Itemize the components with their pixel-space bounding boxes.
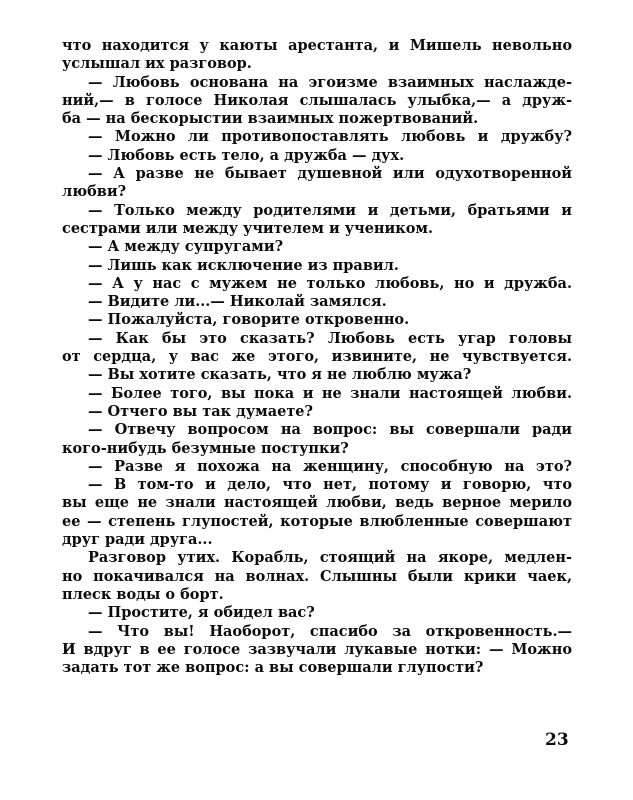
text-line: плеск воды о борт. [62,585,224,603]
text-line: задать тот же вопрос: а вы совершали глупости? [62,659,484,677]
text-line: — Разве я похожа на женщину, способную на это? [88,457,572,475]
text-line: — Более того, вы пока и не знали настоящей любви. [88,384,572,402]
text-line: — Простите, я обидел вас? [88,604,315,622]
text-line: услышал их разговор. [62,55,252,73]
text-line: вы еще не знали настоящей любви, ведь верное мерило [62,494,572,512]
text-line: — Любовь есть тело, а дружба — дух. [88,146,405,164]
text-line: И вдруг в ее голосе зазвучали лукавые нотки: — Можно [62,640,572,658]
text-line: ее — степень глупостей, которые влюбленные совершают [62,512,572,530]
text-line: — Как бы это сказать? Любовь есть угар головы [88,329,572,347]
text-line: от сердца, у вас же этого, извините, не чувствуется. [62,348,572,366]
text-line: но покачивался на волнах. Слышны были крики чаек, [62,567,572,585]
text-line: ний,— в голосе Николая слышалась улыбка,— а друж- [62,91,572,109]
text-line: — Любовь основана на эгоизме взаимных наслажде- [88,73,572,91]
text-line: любви? [62,183,127,201]
text-line: — В том-то и дело, что нет, потому и говорю, что [88,476,572,494]
text-line: Разговор утих. Корабль, стоящий на якоре, медлен- [88,549,572,567]
text-line: что находится у каюты арестанта, и Мишель невольно [62,37,572,54]
text-line: — А разве не бывает душевной или одухотворенной [88,165,572,183]
text-line: — Что вы! Наоборот, спасибо за откровенность.— [88,622,572,640]
text-line: — Только между родителями и детьми, братьями и [88,201,572,219]
text-line: сестрами или между учителем и учеником. [62,219,434,237]
text-line: — Пожалуйста, говорите откровенно. [88,311,410,329]
text-line: кого-нибудь безумные поступки? [62,439,349,457]
text-line: — Лишь как исключение из правил. [88,256,399,274]
text-line: — А между супругами? [88,238,284,256]
text-line: — Можно ли противопоставлять любовь и дружбу? [88,128,572,146]
page-number: 23 [545,730,569,750]
text-line: — Видите ли...— Николай замялся. [88,293,387,311]
text-line: — Отвечу вопросом на вопрос: вы совершали ради [88,421,572,439]
text-line: — Вы хотите сказать, что я не люблю мужа? [88,366,472,384]
text-line: — Отчего вы так думаете? [88,402,314,420]
page-text-block [62,37,572,677]
text-line: друг ради друга... [62,531,213,549]
text-line: — А у нас с мужем не только любовь, но и дружба. [88,274,572,292]
text-line: ба — на бескорыстии взаимных пожертвований. [62,110,479,128]
